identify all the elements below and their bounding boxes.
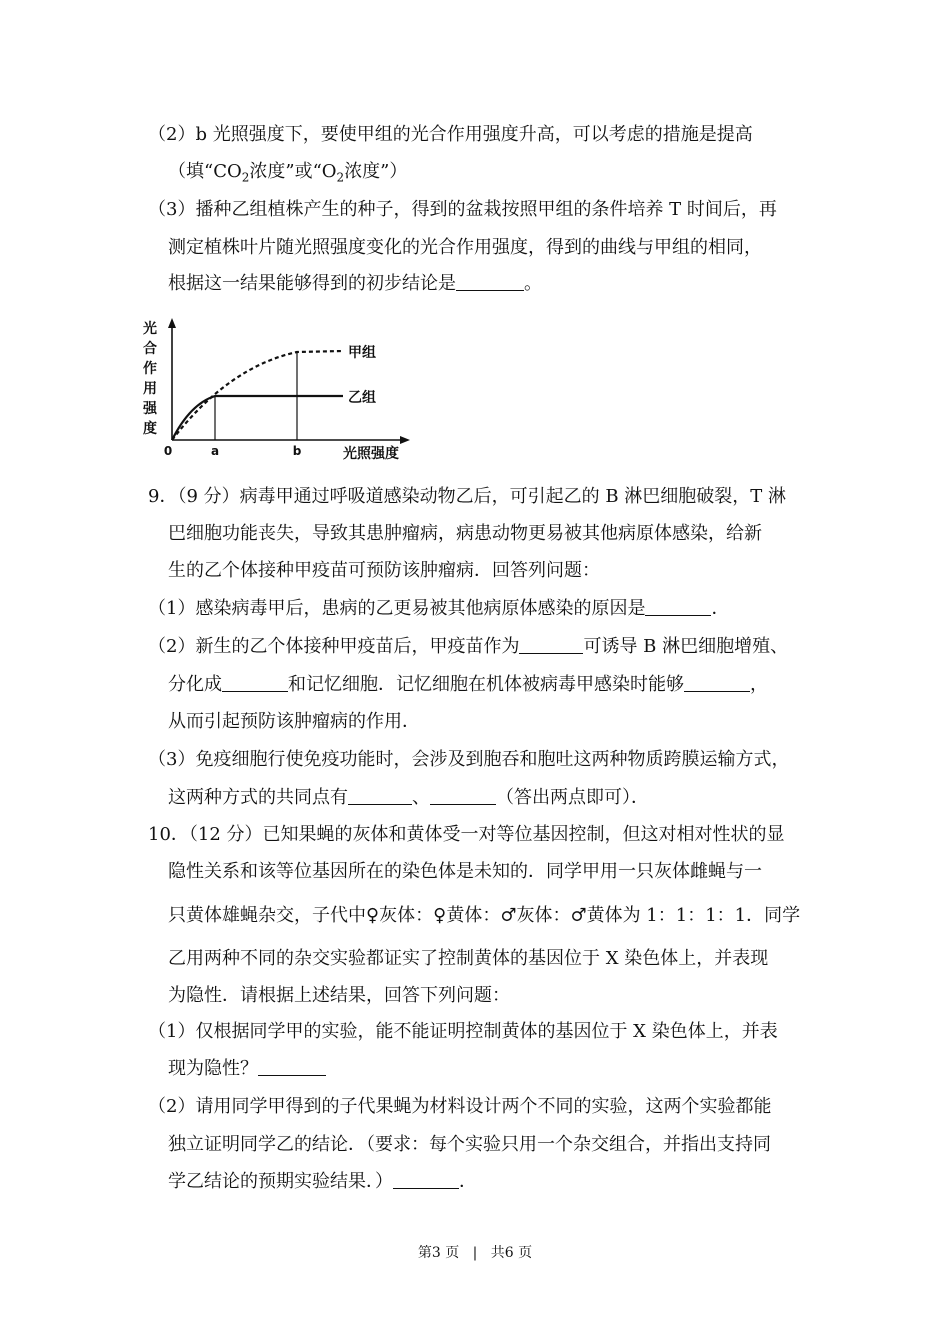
series-label-yi: 乙组 [348,390,376,406]
q9-part1 [148,597,729,621]
q8-part2-line2 [168,160,407,184]
o2-subscript: 2 [336,170,345,185]
q9-part2-text-d: 和记忆细胞．记忆细胞在机体被病毒甲感染时能够 [288,674,684,695]
answer-blank[interactable] [348,786,412,805]
q9-part3-line1: （3）免疫细胞行使免疫功能时，会涉及到胞吞和胞吐这两种物质跨膜运输方式， [148,749,790,770]
photosynthesis-graph [138,312,418,472]
q10-stem-line2: 隐性关系和该等位基因所在的染色体是未知的．同学甲用一只灰体雌蝇与一 [168,861,762,882]
y-axis-label-char: 度 [143,421,157,437]
q8-part2-text-c: 浓度”） [344,161,408,182]
origin-label: 0 [163,444,173,458]
answer-blank[interactable] [258,1057,326,1076]
q10-part2-line1: （2）请用同学甲得到的子代果蝇为材料设计两个不同的实验，这两个实验都能 [148,1096,772,1117]
q9-stem-line1: 9．（9 分）病毒甲通过呼吸道感染动物乙后，可引起乙的 B 淋巴细胞破裂，T 淋 [148,486,787,507]
answer-blank[interactable] [222,673,288,692]
y-axis-label-char: 作 [143,361,157,377]
q9-part2-line1 [148,635,788,659]
page-footer [0,1243,950,1263]
series-line-yi [172,396,343,440]
q10-part1-text: 现为隐性？ [168,1058,258,1079]
tick-label-a: a [210,444,220,458]
q8-part3-line3 [168,272,542,296]
y-axis-arrow [168,318,176,328]
q10-part2-line2: 独立证明同学乙的结论．（要求：每个实验只用一个杂交组合，并指出支持同 [168,1134,771,1155]
q8-part3-line2: 测定植株叶片随光照强度变化的光合作用强度，得到的曲线与甲组的相同， [168,237,762,258]
q8-part3-line1: （3）播种乙组植株产生的种子，得到的盆栽按照甲组的条件培养 T 时间后，再 [148,199,777,220]
answer-blank[interactable] [645,597,711,616]
q10-part2-line3 [168,1170,477,1194]
q9-part3-text-a: 这两种方式的共同点有 [168,787,348,808]
q10-part2-text: 学乙结论的预期实验结果．） [168,1171,393,1192]
q10-stem-line1: 10．（12 分）已知果蝇的灰体和黄体受一对等位基因控制，但这对相对性状的显 [148,824,785,845]
q9-part2-text-c: 分化成 [168,674,222,695]
x-axis-label: 光照强度 [343,446,399,462]
answer-blank[interactable] [393,1170,459,1189]
q9-part2-text-b: 可诱导 B 淋巴细胞增殖、 [583,636,789,657]
q10-part2-end: ． [459,1171,477,1192]
q9-part2-line3: 从而引起预防该肿瘤病的作用． [168,711,420,732]
tick-label-b: b [292,444,302,458]
q10-part1-line1: （1）仅根据同学甲的实验，能不能证明控制黄体的基因位于 X 染色体上，并表 [148,1021,778,1042]
q8-part2-line1: （2）b 光照强度下，要使甲组的光合作用强度升高，可以考虑的措施是提高 [148,124,753,145]
q9-stem-line2: 巴细胞功能丧失，导致其患肿瘤病，病患动物更易被其他病原体感染，给新 [168,523,762,544]
q10-stem-line5: 为隐性．请根据上述结果，回答下列问题： [168,985,510,1006]
footer-separator: | [472,1245,478,1261]
q10-stem-line4: 乙用两种不同的杂交实验都证实了控制黄体的基因位于 X 染色体上，并表现 [168,948,769,969]
q8-part3-end: 。 [524,273,542,294]
q9-part3-line2 [168,786,649,810]
q9-stem-line3: 生的乙个体接种甲疫苗可预防该肿瘤病．回答列问题： [168,560,600,581]
q9-part3-text-b: 、 [412,787,430,808]
q10-stem-line3: 只黄体雄蝇杂交，子代中♀灰体：♀黄体：♂灰体：♂黄体为 1：1：1：1．同学 [168,905,801,926]
y-axis-label-char: 合 [143,341,157,357]
q9-part1-end: ． [711,598,730,619]
total-pages: 共6 页 [490,1245,533,1261]
q8-part2-text-a: （填“CO [168,161,242,182]
y-axis-label-char: 强 [143,401,157,417]
answer-blank[interactable] [684,673,750,692]
q9-part1-text: （1）感染病毒甲后，患病的乙更易被其他病原体感染的原因是 [148,598,646,619]
answer-blank[interactable] [519,635,583,654]
q8-part2-text-b: 浓度”或“O [249,161,337,182]
q8-part3-text: 根据这一结果能够得到的初步结论是 [168,273,456,294]
q10-part1-line2 [168,1057,326,1081]
page-number: 第3 页 [417,1245,460,1261]
answer-blank[interactable] [456,272,524,291]
answer-blank[interactable] [430,786,496,805]
y-axis-label-char: 光 [143,321,157,337]
co2-subscript: 2 [241,170,250,185]
q9-part3-text-c: （答出两点即可）． [496,787,649,808]
series-label-jia: 甲组 [348,345,376,361]
x-axis-arrow [400,436,410,444]
q9-part2-line2 [168,673,768,697]
y-axis-label-char: 用 [143,381,157,397]
q9-part2-text-a: （2）新生的乙个体接种甲疫苗后，甲疫苗作为 [148,636,520,657]
q9-part2-text-e: ， [750,674,768,695]
